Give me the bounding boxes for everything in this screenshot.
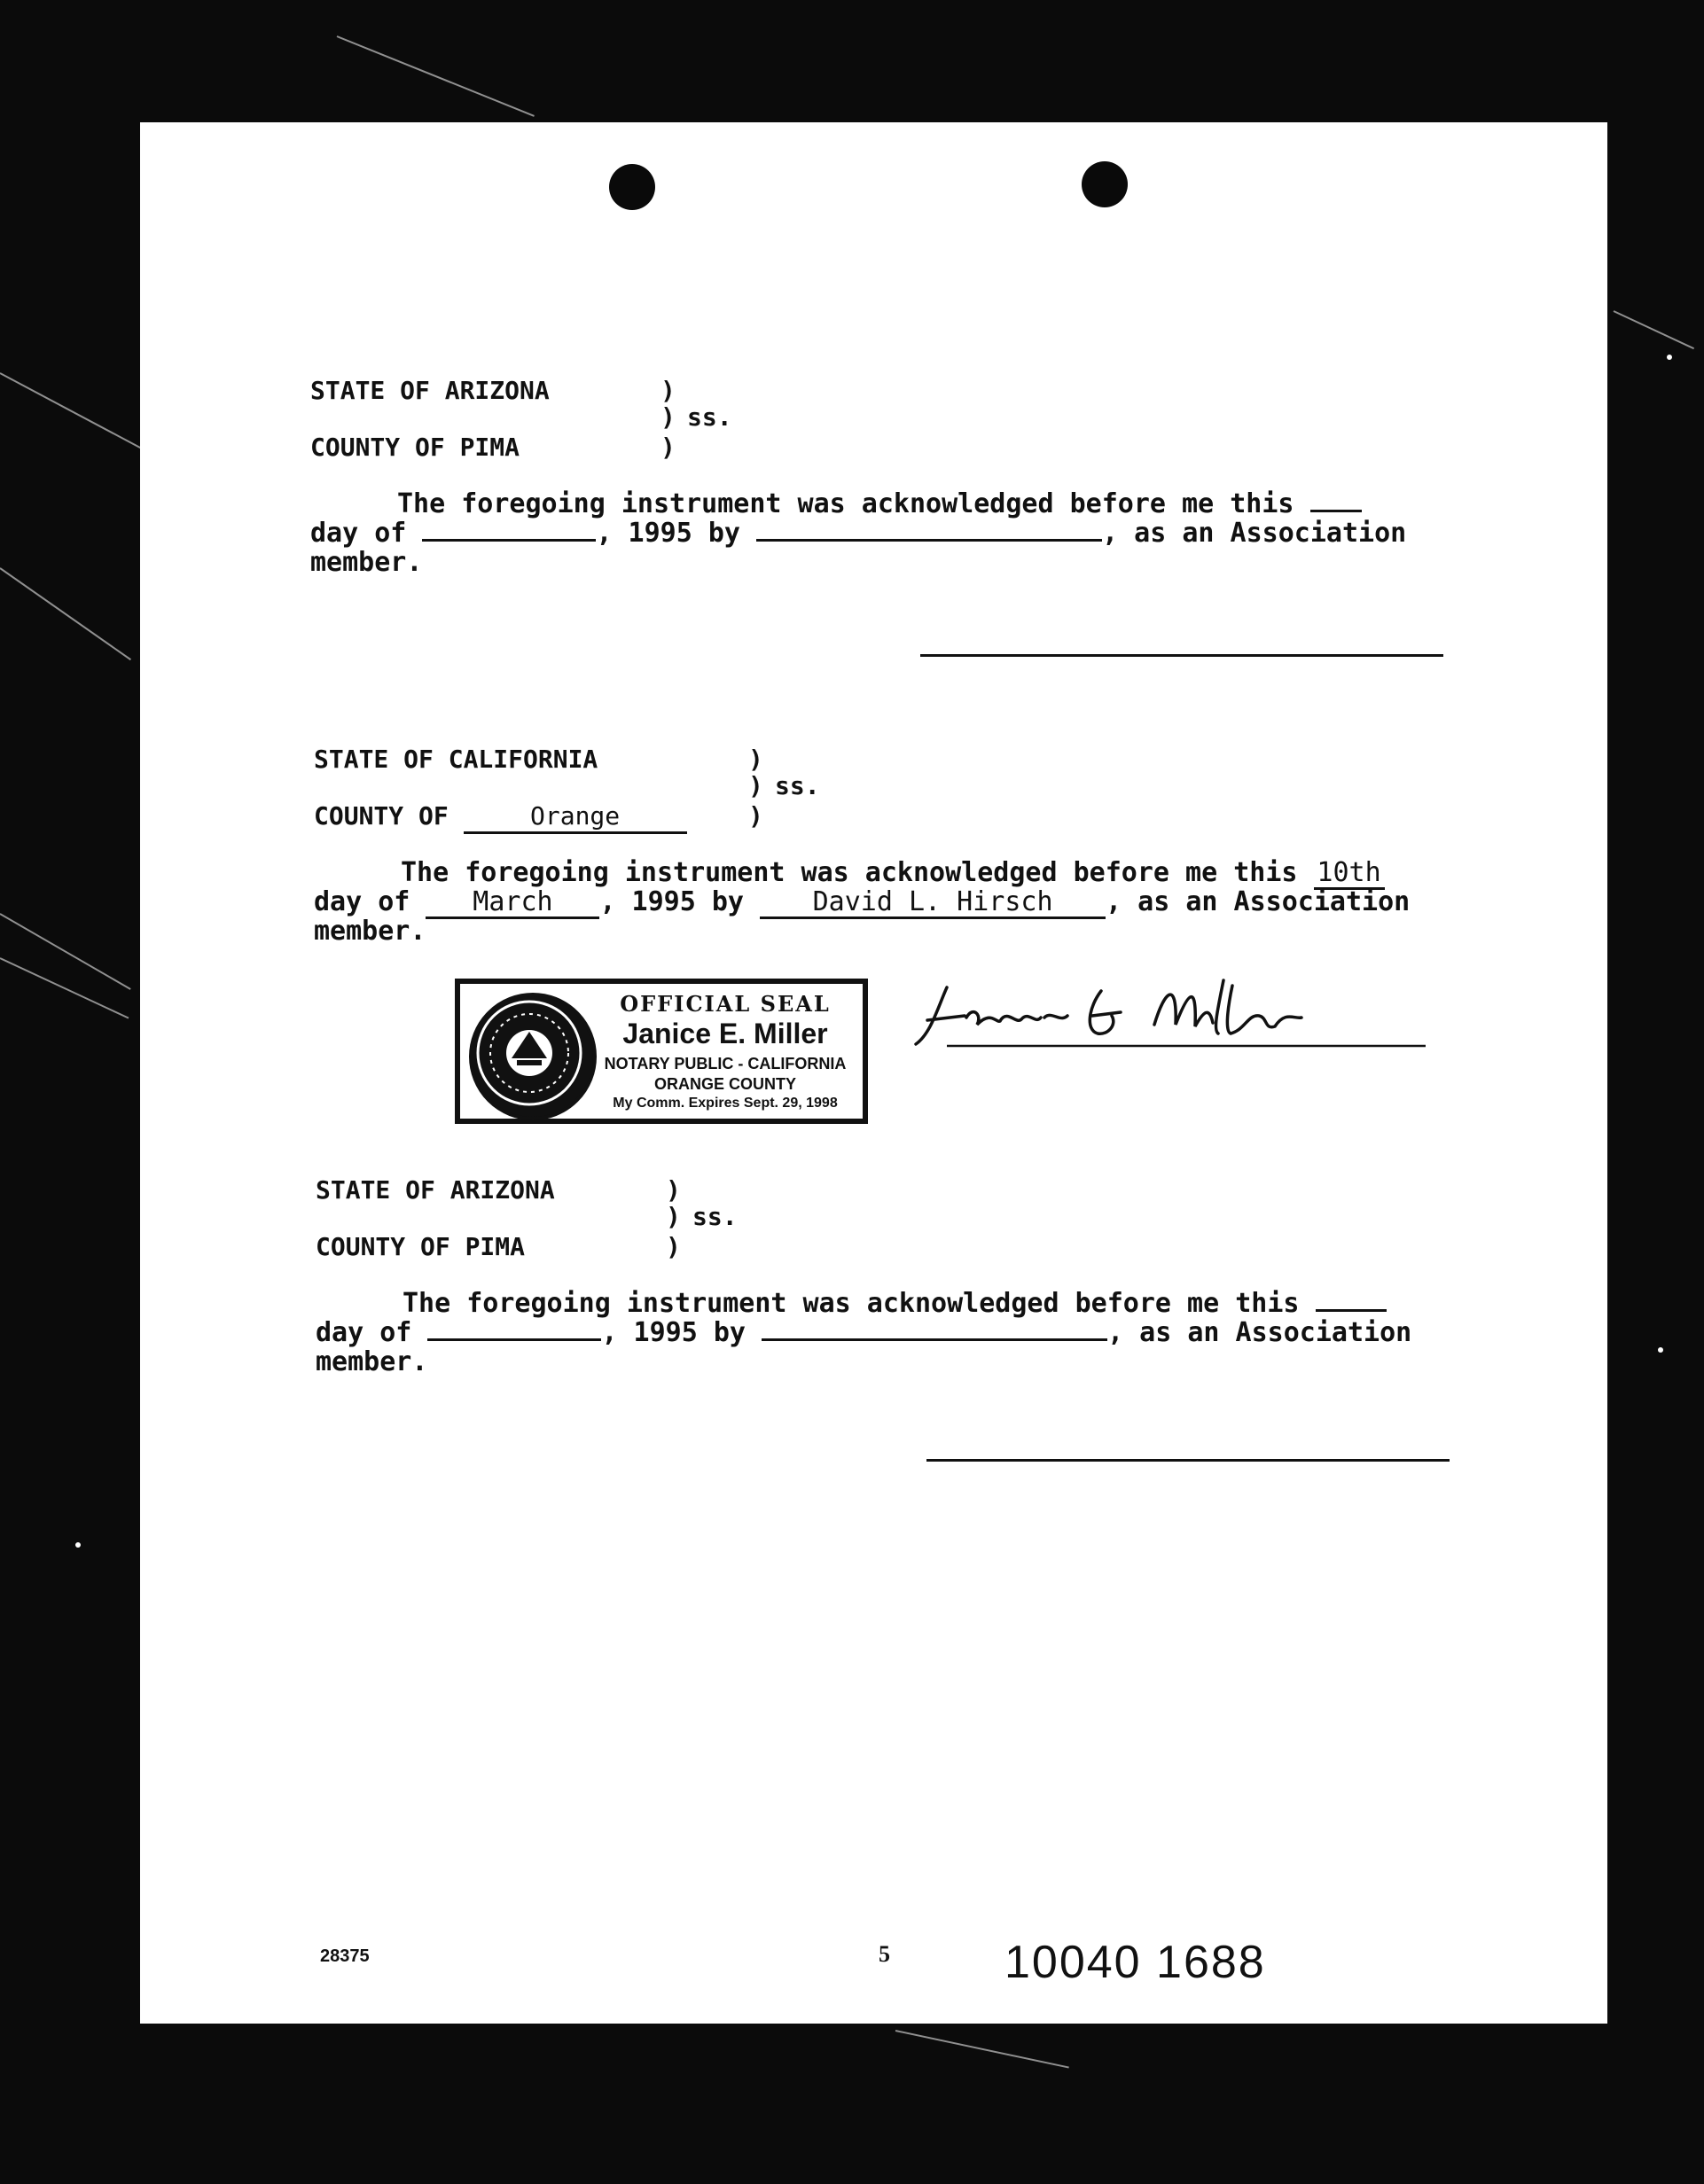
association-label: , as an Association: [1106, 886, 1411, 917]
acknowledgment-text: The foregoing instrument was acknowledged before me this: [397, 488, 1294, 519]
page-number: 5: [879, 1941, 890, 1967]
day-field: [1310, 510, 1362, 512]
year-by-label: , 1995 by: [599, 886, 744, 917]
scan-speck: [75, 1542, 81, 1548]
month-field: [427, 1338, 601, 1341]
day-of-label: day of: [314, 886, 410, 917]
member-label: member.: [310, 547, 423, 578]
name-field: [756, 539, 1102, 542]
scan-scratch: [0, 957, 129, 1018]
state-label: STATE OF ARIZONA: [316, 1175, 555, 1205]
seal-expiration: My Comm. Expires Sept. 29, 1998: [613, 1096, 838, 1111]
record-number: 10040 1688: [1004, 1937, 1266, 1988]
association-label: , as an Association: [1102, 518, 1407, 549]
notary-signature-line-1: [920, 654, 1443, 657]
venue-bracket: ): [660, 433, 676, 462]
state-label: STATE OF ARIZONA: [310, 376, 550, 405]
year-by-label: , 1995 by: [601, 1317, 746, 1348]
member-label: member.: [316, 1346, 428, 1377]
document-page: [140, 122, 1607, 2024]
county-label: COUNTY OF PIMA: [316, 1232, 526, 1261]
scan-scratch: [0, 913, 131, 990]
county-field: Orange: [464, 801, 687, 834]
venue-bracket: ): [666, 1232, 681, 1261]
ss-label: ss.: [775, 771, 820, 800]
county-label: COUNTY OF PIMA: [310, 433, 520, 462]
form-number: 28375: [320, 1946, 370, 1966]
venue-bracket: ): [660, 376, 676, 405]
venue-bracket: ): [666, 1175, 681, 1205]
member-label: member.: [314, 916, 426, 947]
ss-label: ss.: [692, 1202, 738, 1231]
month-field: March: [426, 887, 599, 919]
scan-scratch: [337, 35, 535, 117]
month-field: [422, 539, 596, 542]
notary-seal-stamp: [455, 979, 868, 1124]
notary-signature: [911, 971, 1426, 1051]
scan-scratch: [1614, 310, 1694, 349]
venue-bracket: ): [748, 771, 763, 800]
scan-scratch: [895, 2030, 1069, 2069]
acknowledgment-text: The foregoing instrument was acknowledged before me this: [401, 857, 1298, 888]
year-by-label: , 1995 by: [596, 518, 740, 549]
venue-bracket: ): [748, 745, 763, 774]
day-of-label: day of: [316, 1317, 412, 1348]
venue-bracket: ): [660, 402, 676, 432]
day-of-label: day of: [310, 518, 407, 549]
name-field: [762, 1338, 1107, 1341]
day-field: [1316, 1309, 1387, 1312]
seal-commission: NOTARY PUBLIC - CALIFORNIA: [604, 1055, 847, 1072]
seal-county: ORANGE COUNTY: [653, 1075, 796, 1093]
day-field: 10th: [1314, 858, 1385, 890]
acknowledgment-text: The foregoing instrument was acknowledged before me this: [403, 1288, 1300, 1319]
venue-bracket: ): [748, 801, 763, 831]
scan-speck: [1667, 355, 1672, 360]
punch-hole-right: [1082, 161, 1128, 207]
seal-title: OFFICIAL SEAL: [620, 991, 831, 1017]
seal-notary-name: Janice E. Miller: [622, 1018, 828, 1049]
venue-bracket: ): [666, 1202, 681, 1231]
state-seal-emblem: [469, 993, 597, 1120]
name-field: David L. Hirsch: [760, 887, 1106, 919]
county-label: COUNTY OF Orange: [314, 801, 687, 834]
scan-speck: [1658, 1347, 1663, 1353]
state-label: STATE OF CALIFORNIA: [314, 745, 598, 774]
notary-signature-line-3: [926, 1459, 1450, 1462]
association-label: , as an Association: [1107, 1317, 1412, 1348]
punch-hole-left: [609, 164, 655, 210]
ss-label: ss.: [687, 402, 732, 432]
scan-scratch: [0, 567, 131, 660]
